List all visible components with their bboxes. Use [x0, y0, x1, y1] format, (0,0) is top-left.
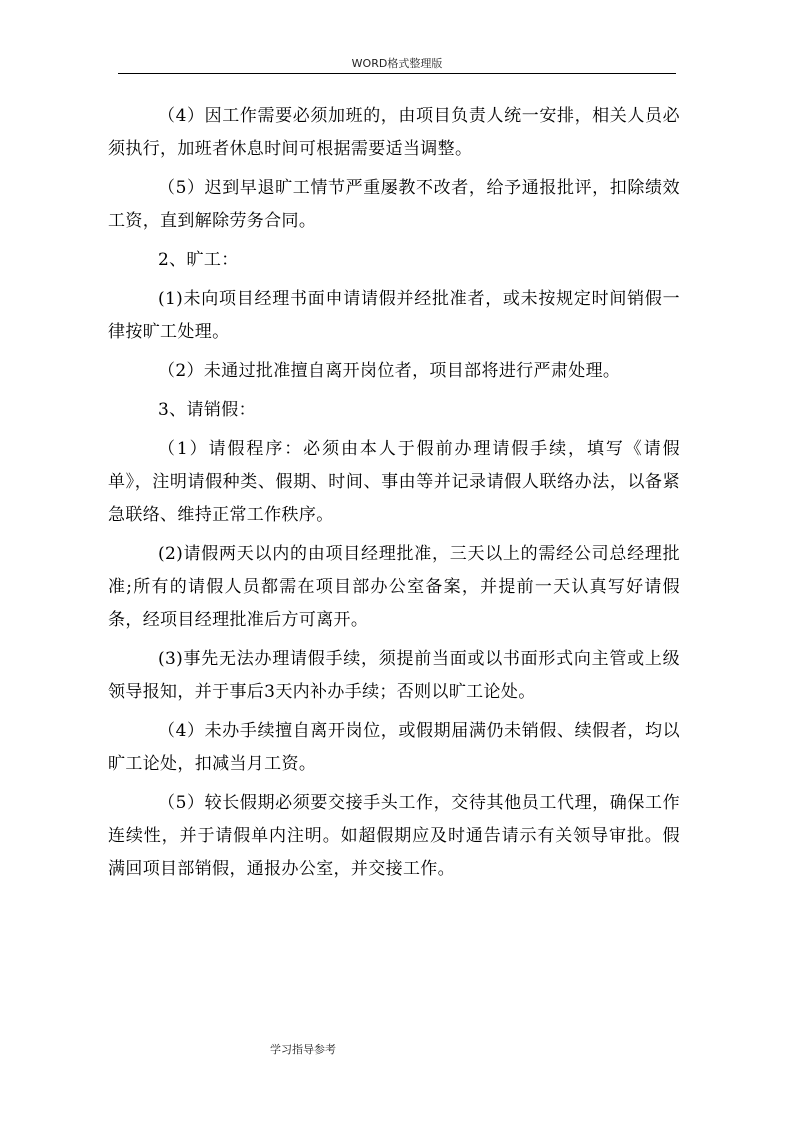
- paragraph-leave-5: （5）较长假期必须要交接手头工作，交待其他员工代理，确保工作连续性，并于请假单内注明。如超假期应及时通告请示有关领导审批。假满回项目部销假，通报办公室，并交接工作。: [108, 793, 680, 879]
- paragraph-lateness-5: （5）迟到早退旷工情节严重屡教不改者，给予通报批评，扣除绩效工资，直到解除劳务合同。: [108, 178, 680, 231]
- paragraph-overtime-4: （4）因工作需要必须加班的，由项目负责人统一安排，相关人员必须执行，加班者休息时间可根据需要适当调整。: [108, 106, 680, 159]
- page-header: WORD格式整理版: [351, 57, 443, 70]
- paragraph-absenteeism-2: （2）未通过批准擅自离开岗位者，项目部将进行严肃处理。: [158, 361, 621, 381]
- paragraph-leave-2: (2)请假两天以内的由项目经理批准，三天以上的需经公司总经理批准;所有的请假人员都需在项目部办公室备案，并提前一天认真写好请假条，经项目经理批准后方可离开。: [108, 544, 680, 630]
- paragraph-leave-3: (3)事先无法办理请假手续，须提前当面或以书面形式向主管或上级领导报知，并于事后3天内补办手续；否则以旷工论处。: [108, 649, 680, 702]
- section-heading-leave: 3、请销假：: [158, 400, 256, 420]
- paragraph-leave-1: （1）请假程序：必须由本人于假前办理请假手续，填写《请假单》，注明请假种类、假期、时间、事由等并记录请假人联络办法，以备紧急联络、维持正常工作秩序。: [108, 439, 680, 525]
- page-footer: 学习指导参考: [270, 1043, 336, 1056]
- paragraph-absenteeism-1: (1)未向项目经理书面申请请假并经批准者，或未按规定时间销假一律按旷工处理。: [108, 289, 680, 342]
- section-heading-absenteeism: 2、旷工：: [158, 250, 239, 270]
- document-body: [108, 100, 680, 892]
- header-divider: [118, 73, 676, 74]
- paragraph-leave-4: （4）未办手续擅自离开岗位，或假期届满仍未销假、续假者，均以旷工论处，扣减当月工资。: [108, 721, 680, 774]
